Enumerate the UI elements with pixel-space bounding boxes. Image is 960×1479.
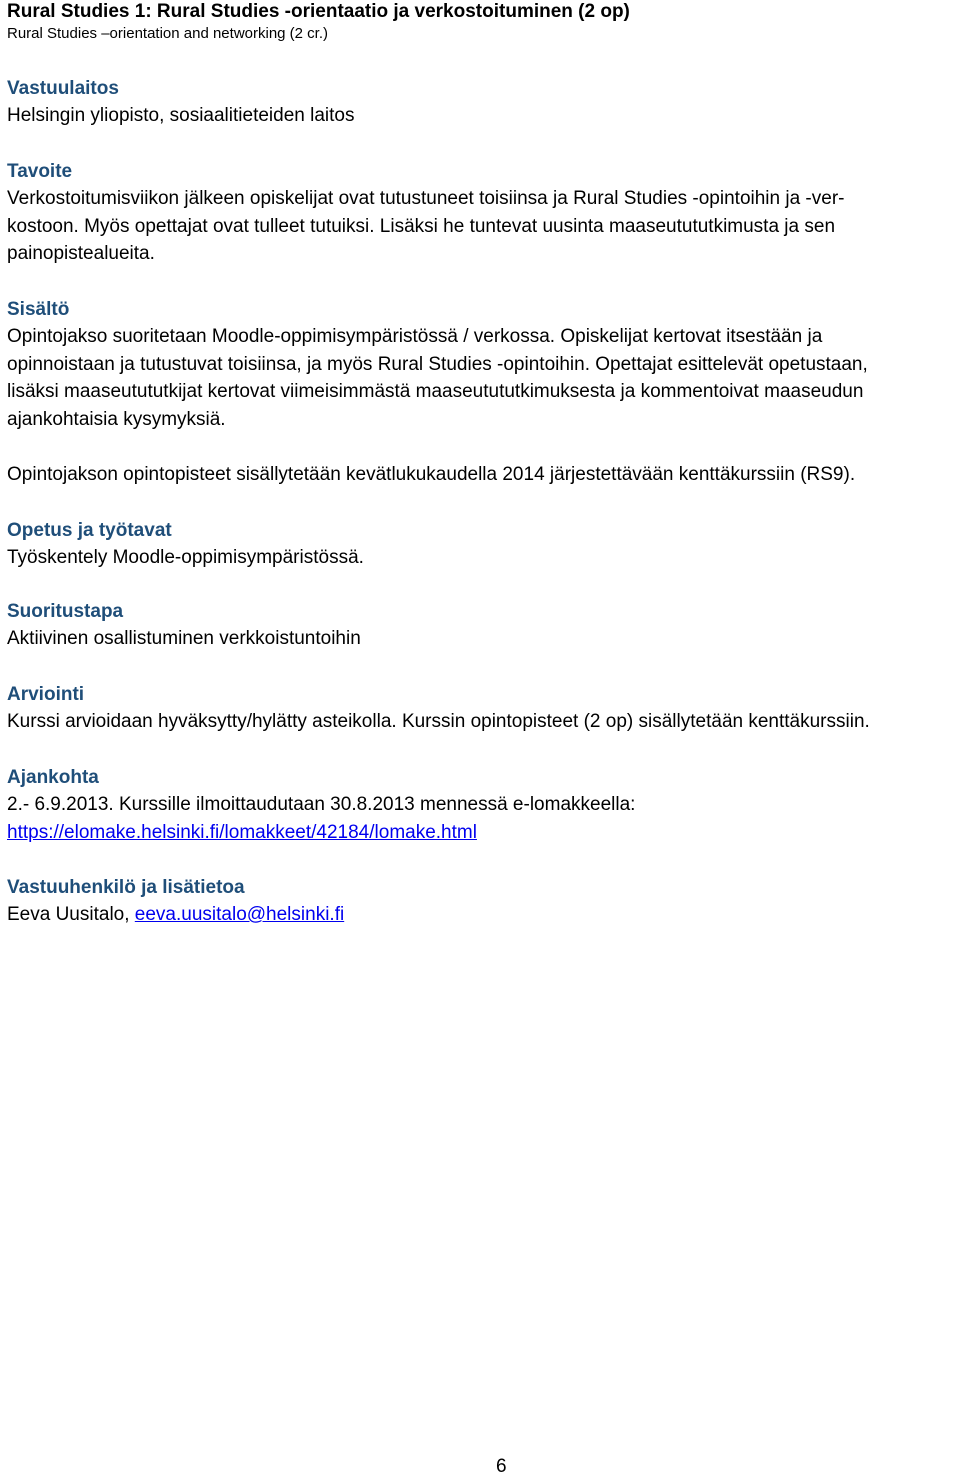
registration-link-line bbox=[7, 819, 952, 847]
section-text: Aktiivinen osallistuminen verkkoistuntoihin bbox=[7, 628, 361, 649]
section-tavoite bbox=[7, 158, 952, 268]
section-text-line: opinnoistaan ja tutustuvat toisiinsa, ja myös Rural Studies -opintoihin. Opettajat esittelevät opetustaan, bbox=[7, 353, 868, 375]
section-opetus bbox=[7, 517, 952, 572]
contact-line bbox=[7, 901, 952, 929]
document-subtitle: Rural Studies –orientation and networking (2 cr.) bbox=[7, 25, 329, 42]
contact-email-link[interactable]: eeva.uusitalo@helsinki.fi bbox=[134, 904, 345, 925]
document-title: Rural Studies 1: Rural Studies -orientaatio ja verkostoituminen (2 op) bbox=[7, 1, 630, 22]
page-number: 6 bbox=[496, 1456, 507, 1477]
section-vastuuhenkilo bbox=[7, 874, 952, 929]
section-heading: Ajankohta bbox=[7, 767, 99, 788]
section-heading: Sisältö bbox=[7, 299, 70, 320]
section-sisalto bbox=[7, 296, 952, 433]
section-text-line: lisäksi maaseutututkijat kertovat viimeisimmästä maaseutututkimuksesta ja kommentoivat maaseudun bbox=[7, 381, 864, 402]
section-vastuulaitos bbox=[7, 75, 952, 130]
section-text: Työskentely Moodle-oppimisympäristössä. bbox=[7, 547, 364, 568]
section-heading: Vastuulaitos bbox=[7, 78, 119, 99]
section-ajankohta bbox=[7, 764, 952, 846]
section-suoritustapa bbox=[7, 598, 952, 653]
section-text-line: Opintojakso suoritetaan Moodle-oppimisympäristössä / verkossa. Opiskelijat kertovat itsestään ja bbox=[7, 326, 823, 347]
section-text-line: ajankohtaisia kysymyksiä. bbox=[7, 408, 226, 430]
section-heading: Arviointi bbox=[7, 684, 85, 705]
section-text-line: painopistealueita. bbox=[7, 243, 155, 264]
section-kenttakurssi-note bbox=[7, 461, 952, 489]
section-arviointi bbox=[7, 681, 952, 736]
section-text: 2.- 6.9.2013. Kurssille ilmoittaudutaan 30.8.2013 mennessä e-lomakkeella: bbox=[7, 794, 636, 815]
section-text-line: kostoon. Myös opettajat ovat tulleet tutuiksi. Lisäksi he tuntevat uusinta maaseutututkimusta ja sen bbox=[7, 215, 836, 237]
section-heading: Suoritustapa bbox=[7, 601, 124, 622]
contact-name: Eeva Uusitalo, bbox=[7, 904, 135, 925]
section-heading: Tavoite bbox=[7, 161, 73, 182]
section-text: Opintojakson opintopisteet sisällytetään kevätlukukaudella 2014 järjestettävään kenttäkurssiin (RS9). bbox=[7, 464, 856, 485]
section-heading: Vastuuhenkilö ja lisätietoa bbox=[7, 877, 245, 898]
registration-form-link[interactable]: https://elomake.helsinki.fi/lomakkeet/42184/lomake.html bbox=[7, 821, 477, 843]
section-text: Kurssi arvioidaan hyväksytty/hylätty asteikolla. Kurssin opintopisteet (2 op) sisällytetään kenttäkurssiin. bbox=[7, 711, 870, 732]
section-text: Helsingin yliopisto, sosiaalitieteiden laitos bbox=[7, 105, 355, 126]
section-text-line: Verkostoitumisviikon jälkeen opiskelijat ovat tutustuneet toisiinsa ja Rural Studies -opintoihin ja -ver- bbox=[7, 188, 845, 209]
section-heading: Opetus ja työtavat bbox=[7, 520, 172, 541]
